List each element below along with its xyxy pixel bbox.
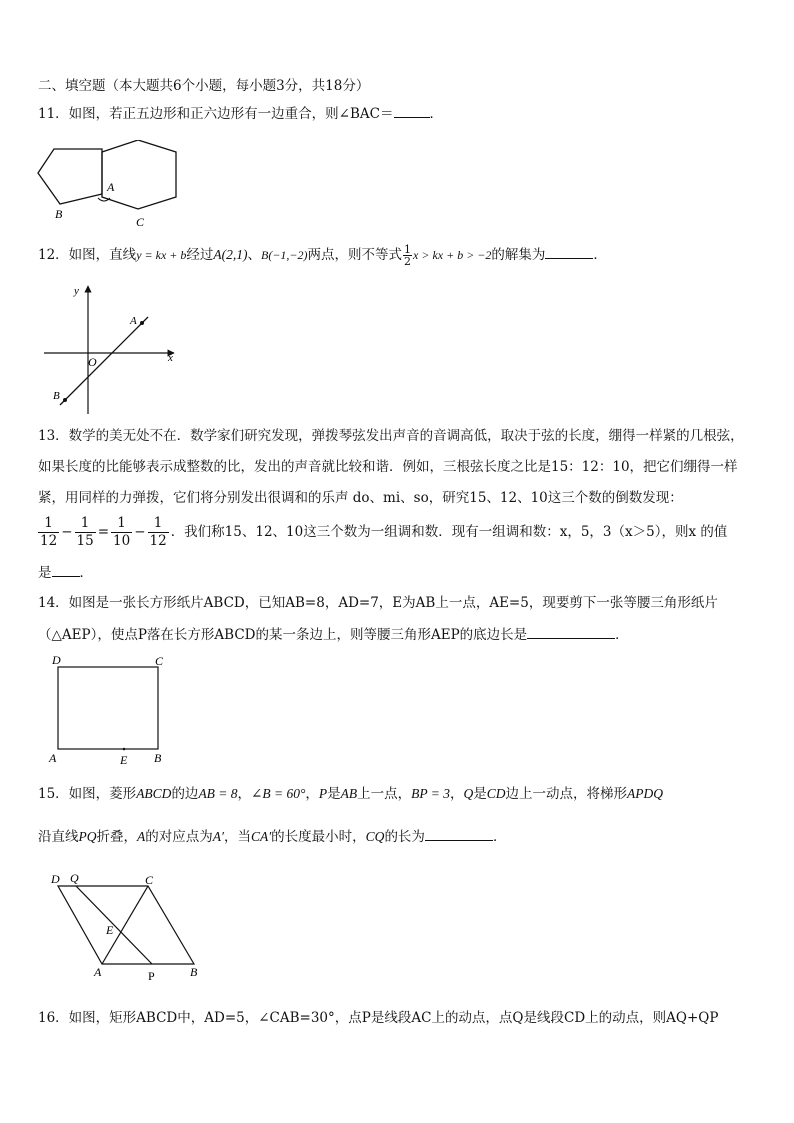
question-11-end: ． bbox=[429, 106, 443, 122]
question-13-line-5 bbox=[38, 563, 93, 582]
label-e: E bbox=[106, 923, 114, 937]
q13-frac-1 bbox=[38, 515, 59, 550]
question-15-line-2 bbox=[38, 827, 506, 846]
q15-ca-prime: CA′ bbox=[250, 829, 272, 844]
frac-den: 10 bbox=[113, 533, 131, 549]
q12-text-2: 经过 bbox=[186, 247, 214, 263]
question-11-text: 11．如图，若正五边形和正六边形有一边重合，则∠BAC＝ bbox=[38, 106, 394, 122]
label-b: B bbox=[55, 207, 63, 221]
frac-num: 1 bbox=[148, 515, 169, 533]
label-a: A bbox=[130, 315, 137, 327]
q15-text-7: ， bbox=[449, 786, 464, 802]
point-e-dot bbox=[123, 748, 126, 751]
q15-text-8: 是 bbox=[473, 786, 487, 802]
q15-text-3: ， bbox=[237, 786, 252, 802]
q13-line-5-text: 是 bbox=[38, 565, 52, 581]
q15-ab-equation: AB = 8 bbox=[198, 786, 238, 801]
question-13-line-2: 如果长度的比能够表示成整数的比，发出的声音就比较和谐．例如，三根弦长度之比是15：12：10，把它们绷得一样 bbox=[38, 459, 738, 475]
label-q: Q bbox=[70, 871, 79, 885]
minus-sign: − bbox=[61, 524, 73, 540]
label-b: B bbox=[53, 390, 60, 402]
rectangle-abcd bbox=[58, 667, 158, 749]
figure-coordinate-line bbox=[38, 282, 188, 416]
q12-text-4: 两点，则不等式 bbox=[307, 247, 403, 263]
q15-l2-text-6: 的长为 bbox=[384, 829, 425, 845]
label-y: y bbox=[74, 285, 79, 297]
q15-l2-text-4: ，当 bbox=[223, 829, 251, 845]
frac-den: 15 bbox=[76, 533, 94, 549]
label-d: D bbox=[51, 872, 60, 886]
minus-sign: − bbox=[134, 524, 146, 540]
question-13-line-3: 紧，用同样的力弹拨，它们将分别发出很调和的乐声 do、mi、so，研究15、12、10这三个数的倒数发现： bbox=[38, 490, 683, 506]
question-12 bbox=[38, 244, 607, 267]
point-b-dot bbox=[63, 398, 67, 402]
q15-a-prime: A′ bbox=[212, 829, 224, 844]
figure-pentagon-hexagon bbox=[30, 140, 190, 232]
question-13-line-4 bbox=[36, 514, 727, 550]
label-e: E bbox=[120, 753, 128, 767]
question-13-line-1: 13．数学的美无处不在．数学家们研究发现，弹拨琴弦发出声音的音调高低，取决于弦的长度，绷得一样紧的几根弦， bbox=[38, 428, 744, 444]
q15-end: ． bbox=[492, 829, 507, 845]
question-15-line-1 bbox=[38, 785, 663, 803]
label-o: O bbox=[88, 355, 97, 369]
question-16: 16．如图，矩形ABCD中，AD=5，∠CAB=30°，点P是线段AC上的动点，点Q是线段CD上的动点，则AQ+QP bbox=[38, 1010, 719, 1026]
q12-point-b: B(−1,−2) bbox=[261, 248, 308, 262]
q14-end: ． bbox=[615, 627, 629, 643]
q14-line-2-text: （△AEP），使点P落在长方形ABCD的某一条边上，则等腰三角形AEP的底边长是 bbox=[38, 627, 528, 643]
q15-l2-text-3: 的对应点为 bbox=[145, 829, 213, 845]
label-b: B bbox=[154, 751, 162, 765]
answer-blank-15 bbox=[425, 827, 493, 841]
q15-ab: AB bbox=[340, 786, 358, 801]
point-a-dot bbox=[140, 321, 144, 325]
q13-line-4-text: ．我们称15、12、10这三个数为一组调和数．现有一组调和数：x，5，3（x＞5），则x 的值 bbox=[170, 524, 728, 540]
q15-rhombus-name: ABCD bbox=[136, 786, 172, 801]
q15-text-5: 是 bbox=[327, 786, 341, 802]
label-c: C bbox=[145, 873, 154, 887]
question-14-line-2 bbox=[38, 625, 629, 644]
frac-num: 1 bbox=[111, 515, 132, 533]
q12-point-a: A(2,1) bbox=[213, 247, 248, 262]
q12-inequality: x > kx + b > −2 bbox=[413, 248, 492, 262]
q12-text-1: 12．如图，直线 bbox=[38, 247, 137, 263]
q12-line-equation: y = kx + b bbox=[136, 248, 187, 262]
q13-end: ． bbox=[79, 565, 93, 581]
rhombus-abcd bbox=[58, 886, 194, 964]
q15-l2-text-1: 沿直线 bbox=[38, 829, 79, 845]
q15-a-var: A bbox=[137, 829, 146, 844]
q15-text-1: 15．如图，菱形 bbox=[38, 786, 137, 802]
label-a: A bbox=[94, 965, 102, 979]
q15-p-var: P bbox=[318, 786, 328, 801]
line-kx-b bbox=[60, 317, 148, 405]
q12-fraction bbox=[403, 244, 412, 267]
q12-text-3: 、 bbox=[247, 247, 261, 263]
label-d: D bbox=[52, 653, 61, 667]
frac-den: 12 bbox=[40, 533, 58, 549]
label-c: C bbox=[155, 654, 164, 668]
q15-l2-text-2: 折叠， bbox=[96, 829, 137, 845]
question-14-line-1: 14．如图是一张长方形纸片ABCD，已知AB=8，AD=7，E为AB上一点，AE=5，现要剪下一张等腰三角形纸片 bbox=[38, 595, 718, 611]
q15-text-6: 上一点， bbox=[357, 786, 412, 802]
question-11 bbox=[38, 104, 443, 123]
q15-text-4: ， bbox=[305, 786, 319, 802]
q15-angle: ∠B = 60° bbox=[251, 786, 306, 801]
answer-blank-11 bbox=[394, 104, 430, 118]
section-title: 二、填空题（本大题共6个小题，每小题3分，共18分） bbox=[38, 78, 370, 94]
q15-cq: CQ bbox=[365, 829, 385, 844]
q12-end: ． bbox=[593, 247, 607, 263]
answer-blank-13 bbox=[52, 563, 80, 577]
q15-l2-text-5: 的长度最小时， bbox=[271, 829, 366, 845]
q15-cd: CD bbox=[486, 786, 506, 801]
answer-blank-12 bbox=[545, 245, 593, 259]
label-x: x bbox=[168, 352, 173, 364]
equals-sign: = bbox=[97, 524, 109, 540]
q15-q-var: Q bbox=[463, 786, 474, 801]
answer-blank-14 bbox=[527, 625, 615, 639]
q13-frac-2 bbox=[75, 515, 96, 550]
q13-frac-4 bbox=[148, 515, 169, 550]
label-c: C bbox=[136, 215, 145, 229]
hexagon-shape bbox=[102, 140, 176, 209]
label-p: P bbox=[148, 969, 155, 982]
q13-frac-3 bbox=[111, 515, 132, 550]
label-b: B bbox=[190, 965, 198, 979]
q12-frac-num: 1 bbox=[404, 243, 412, 256]
label-a: A bbox=[49, 751, 57, 765]
q15-pq: PQ bbox=[78, 829, 97, 844]
figure-rectangle bbox=[40, 652, 180, 770]
frac-den: 12 bbox=[149, 533, 167, 549]
q15-text-9: 边上一动点，将梯形 bbox=[505, 786, 627, 802]
q15-text-2: 的边 bbox=[171, 786, 199, 802]
q15-trapezoid: APDQ bbox=[627, 786, 663, 801]
q15-bp-equation: BP = 3 bbox=[411, 786, 450, 801]
pentagon-shape bbox=[38, 149, 102, 204]
label-a: A bbox=[107, 180, 115, 194]
figure-rhombus bbox=[44, 870, 210, 982]
q12-text-5: 的解集为 bbox=[491, 247, 546, 263]
frac-num: 1 bbox=[38, 515, 59, 533]
q12-frac-den: 2 bbox=[404, 255, 412, 268]
frac-num: 1 bbox=[75, 515, 96, 533]
